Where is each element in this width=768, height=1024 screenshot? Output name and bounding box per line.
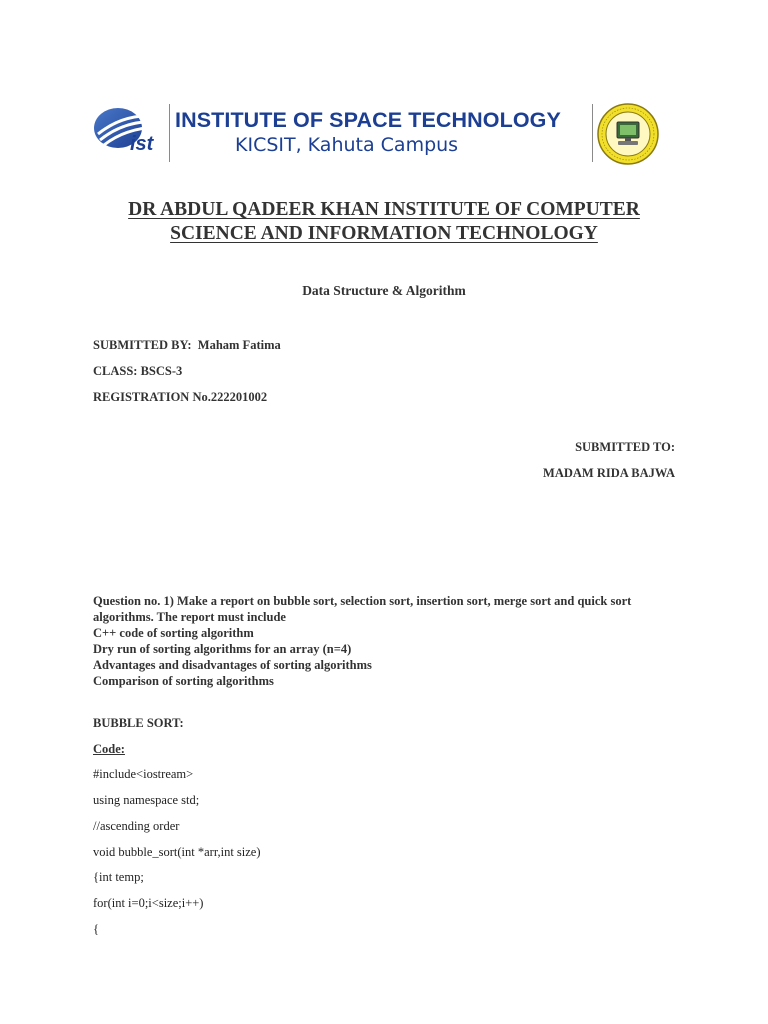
submitted-to-label: SUBMITTED TO:	[575, 440, 675, 454]
campus-name: KICSIT, Kahuta Campus	[235, 134, 459, 156]
code-line: for(int i=0;i<size;i++)	[93, 896, 204, 910]
section-heading: BUBBLE SORT:	[93, 716, 184, 730]
kicsit-seal-icon	[596, 102, 660, 166]
submitted-by: SUBMITTED BY: Maham Fatima	[93, 338, 281, 352]
code-line: {	[93, 922, 99, 936]
question-item: Dry run of sorting algorithms for an array (n=4)	[93, 642, 352, 656]
registration-number: REGISTRATION No.222201002	[93, 390, 268, 404]
submitted-to-name: MADAM RIDA BAJWA	[543, 466, 675, 480]
code-line: void bubble_sort(int *arr,int size)	[93, 845, 261, 859]
code-line: {int temp;	[93, 870, 144, 884]
code-line: //ascending order	[93, 819, 180, 833]
header-divider	[169, 104, 170, 162]
course-name: Data Structure & Algorithm	[302, 283, 466, 298]
question-item: Comparison of sorting algorithms	[93, 674, 274, 688]
code-line: using namespace std;	[93, 793, 200, 807]
institute-name: INSTITUTE OF SPACE TECHNOLOGY	[175, 108, 561, 132]
ist-logo	[92, 104, 168, 156]
header-divider	[592, 104, 593, 162]
code-line: #include<iostream>	[93, 767, 194, 781]
logo-text: ist	[130, 133, 154, 155]
title-line-1: DR ABDUL QADEER KHAN INSTITUTE OF COMPUTER	[128, 199, 640, 220]
question-text: Question no. 1) Make a report on bubble sort, selection sort, insertion sort, merge sort and quick sort algorithms. The report must include	[93, 594, 632, 624]
institute-header	[90, 100, 670, 166]
title-line-2: SCIENCE AND INFORMATION TECHNOLOGY	[170, 223, 598, 244]
document-title	[60, 198, 708, 246]
question-item: Advantages and disadvantages of sorting algorithms	[93, 658, 372, 672]
question-block	[93, 593, 673, 689]
class-info: CLASS: BSCS-3	[93, 364, 183, 378]
code-heading: Code:	[93, 742, 125, 756]
question-item: C++ code of sorting algorithm	[93, 626, 254, 640]
